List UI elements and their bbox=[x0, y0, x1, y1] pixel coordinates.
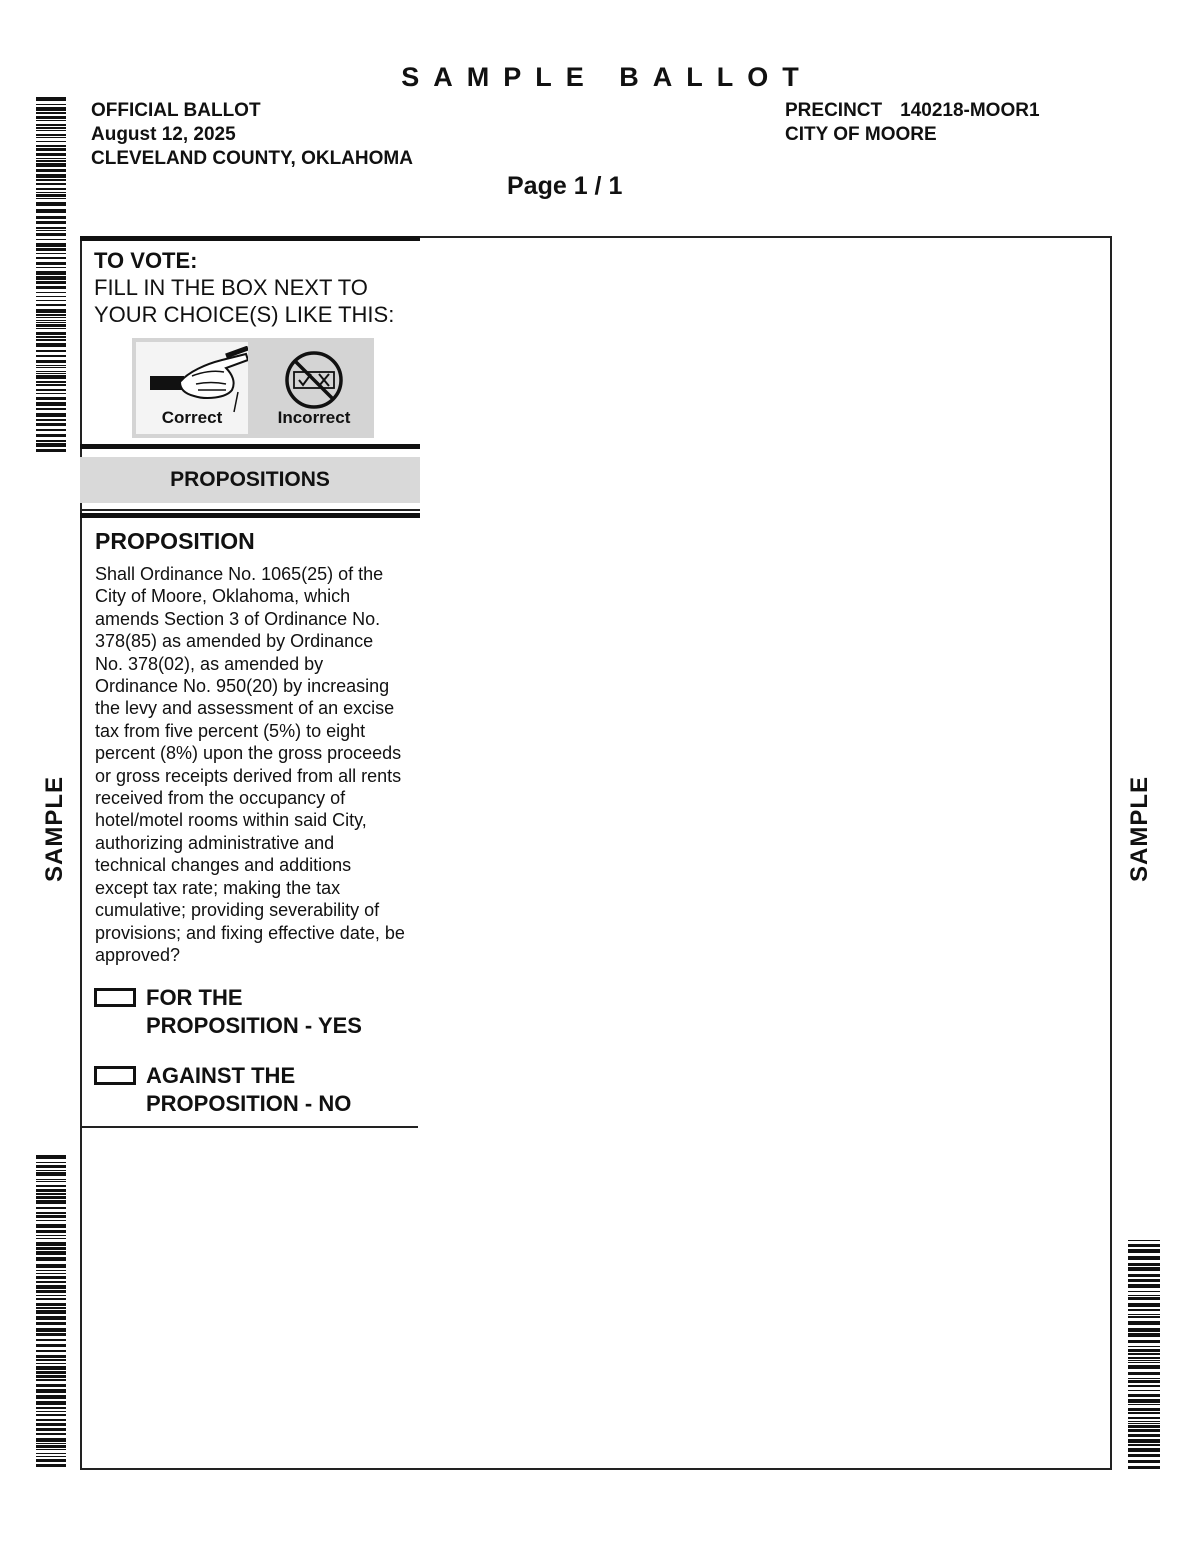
barcode-bar bbox=[1128, 1328, 1160, 1332]
barcode-bar bbox=[36, 328, 66, 329]
barcode-bar bbox=[36, 134, 66, 136]
barcode-bar bbox=[36, 1459, 66, 1462]
ballot-header-right bbox=[785, 99, 1040, 147]
barcode-bar bbox=[36, 1257, 66, 1261]
barcode-bar bbox=[1128, 1321, 1160, 1325]
barcode-bar bbox=[36, 393, 66, 394]
barcode-bar bbox=[36, 1384, 66, 1387]
barcode-bar bbox=[36, 317, 66, 318]
barcode-bar bbox=[36, 1464, 66, 1467]
barcode-bar bbox=[36, 1247, 66, 1250]
barcode-bar bbox=[36, 153, 66, 156]
barcode-bar bbox=[36, 1172, 66, 1176]
page-number: Page 1 / 1 bbox=[507, 172, 623, 200]
barcode-bar bbox=[36, 248, 66, 251]
side-label-right: SAMPLE bbox=[1126, 776, 1153, 883]
barcode-bar bbox=[36, 381, 66, 383]
barcode-bar bbox=[36, 332, 66, 335]
barcode-bar bbox=[36, 281, 66, 284]
section-header: PROPOSITIONS bbox=[80, 457, 420, 503]
barcode-bar bbox=[36, 1438, 66, 1442]
barcode-bar bbox=[1128, 1390, 1160, 1391]
precinct-label: PRECINCT bbox=[785, 100, 883, 121]
correct-example bbox=[136, 342, 248, 434]
barcode-bottom-right bbox=[1128, 1240, 1160, 1472]
barcode-bar bbox=[36, 1379, 66, 1381]
barcode-bar bbox=[36, 1230, 66, 1233]
barcode-bar bbox=[36, 97, 66, 101]
barcode-bar bbox=[36, 1375, 66, 1378]
barcode-bar bbox=[1128, 1378, 1160, 1379]
barcode-bar bbox=[36, 1355, 66, 1358]
precinct-line bbox=[785, 99, 1040, 123]
barcode-bar bbox=[1128, 1316, 1160, 1318]
barcode-bar bbox=[36, 1395, 66, 1399]
barcode-bar bbox=[1128, 1349, 1160, 1352]
barcode-bar bbox=[36, 389, 66, 391]
barcode-bar bbox=[1128, 1360, 1160, 1361]
barcode-bar bbox=[36, 449, 66, 452]
barcode-bar bbox=[1128, 1249, 1160, 1253]
barcode-bar bbox=[1128, 1394, 1160, 1397]
barcode-bar bbox=[36, 429, 66, 431]
barcode-bar bbox=[36, 397, 66, 400]
barcode-bar bbox=[1128, 1408, 1160, 1411]
barcode-bar bbox=[36, 1281, 66, 1283]
barcode-bar bbox=[36, 1170, 66, 1171]
barcode-bar bbox=[1128, 1297, 1160, 1300]
barcode-bar bbox=[36, 314, 66, 316]
barcode-bar bbox=[36, 367, 66, 368]
barcode-bar bbox=[1128, 1346, 1160, 1347]
barcode-bar bbox=[36, 300, 66, 301]
barcode-bar bbox=[36, 320, 66, 321]
barcode-bar bbox=[36, 160, 66, 162]
barcode-bar bbox=[36, 145, 66, 147]
barcode-bar bbox=[36, 1193, 66, 1195]
barcode-bar bbox=[36, 1366, 66, 1370]
barcode-bar bbox=[1128, 1274, 1160, 1277]
barcode-bar bbox=[36, 343, 66, 347]
barcode-bar bbox=[1128, 1380, 1160, 1383]
barcode-bar bbox=[36, 158, 66, 159]
barcode-bar bbox=[36, 1322, 66, 1325]
barcode-bar bbox=[36, 163, 66, 167]
barcode-bar bbox=[36, 1215, 66, 1218]
barcode-bar bbox=[36, 443, 66, 447]
barcode-bar bbox=[36, 107, 66, 111]
barcode-bar bbox=[36, 169, 66, 172]
barcode-bar bbox=[36, 1443, 66, 1444]
barcode-bar bbox=[36, 419, 66, 421]
barcode-bar bbox=[36, 1298, 66, 1300]
barcode-bar bbox=[36, 1165, 66, 1168]
city-name: CITY OF MOORE bbox=[785, 124, 937, 145]
vote-box-no[interactable] bbox=[94, 1066, 136, 1085]
divider bbox=[80, 444, 420, 449]
barcode-bar bbox=[1128, 1439, 1160, 1443]
barcode-bar bbox=[36, 1350, 66, 1352]
barcode-bar bbox=[36, 188, 66, 190]
barcode-bar bbox=[36, 1333, 66, 1336]
barcode-bar bbox=[1128, 1372, 1160, 1375]
barcode-bar bbox=[36, 148, 66, 151]
barcode-bar bbox=[1128, 1240, 1160, 1241]
barcode-bar bbox=[36, 257, 66, 259]
barcode-bar bbox=[36, 174, 66, 178]
barcode-bar bbox=[1128, 1309, 1160, 1311]
barcode-bar bbox=[36, 1316, 66, 1320]
barcode-bar bbox=[36, 1276, 66, 1279]
barcode-bar bbox=[36, 1401, 66, 1405]
barcode-bar bbox=[36, 1238, 66, 1239]
county-state: CLEVELAND COUNTY, OKLAHOMA bbox=[91, 148, 413, 169]
barcode-bar bbox=[36, 1155, 66, 1159]
barcode-bar bbox=[1128, 1267, 1160, 1271]
barcode-bar bbox=[36, 1270, 66, 1271]
barcode-bar bbox=[36, 239, 66, 240]
ballot-type: OFFICIAL BALLOT bbox=[91, 100, 261, 121]
barcode-bar bbox=[36, 339, 66, 341]
barcode-bar bbox=[36, 1407, 66, 1409]
barcode-bar bbox=[36, 375, 66, 379]
barcode-bar bbox=[36, 116, 66, 119]
barcode-bar bbox=[36, 1389, 66, 1393]
barcode-bar bbox=[36, 233, 66, 236]
incorrect-example bbox=[258, 342, 370, 434]
barcode-bar bbox=[36, 1264, 66, 1268]
barcode-bar bbox=[1128, 1291, 1160, 1292]
barcode-bar bbox=[36, 1449, 66, 1450]
barcode-bar bbox=[1128, 1421, 1160, 1422]
barcode-bar bbox=[1128, 1263, 1160, 1266]
barcode-bar bbox=[36, 141, 66, 142]
election-date: August 12, 2025 bbox=[91, 124, 236, 145]
barcode-bar bbox=[36, 322, 66, 323]
barcode-bar bbox=[36, 227, 66, 229]
barcode-bar bbox=[36, 350, 66, 352]
barcode-bar bbox=[36, 1162, 66, 1163]
instructions-line-2: YOUR CHOICE(S) LIKE THIS: bbox=[94, 302, 395, 327]
divider bbox=[80, 509, 420, 511]
ballot-header-left bbox=[91, 99, 413, 171]
barcode-bar bbox=[36, 120, 66, 121]
instructions-lead: TO VOTE: bbox=[94, 248, 198, 273]
barcode-bar bbox=[1128, 1434, 1160, 1437]
barcode-bar bbox=[36, 267, 66, 268]
barcode-bar bbox=[36, 1359, 66, 1361]
barcode-bar bbox=[1128, 1399, 1160, 1403]
barcode-bar bbox=[36, 1344, 66, 1347]
barcode-bar bbox=[36, 371, 66, 372]
barcode-bar bbox=[36, 253, 66, 254]
prohibited-marks-icon bbox=[258, 346, 370, 416]
barcode-bar bbox=[36, 1285, 66, 1289]
barcode-bar bbox=[36, 221, 66, 224]
barcode-bar bbox=[36, 1235, 66, 1236]
barcode-bar bbox=[36, 271, 66, 275]
barcode-bar bbox=[36, 1189, 66, 1192]
voting-instructions bbox=[80, 241, 420, 328]
barcode-bar bbox=[36, 1196, 66, 1199]
instructions-line-1: FILL IN THE BOX NEXT TO bbox=[94, 275, 368, 300]
barcode-bar bbox=[1128, 1256, 1160, 1260]
barcode-bar bbox=[36, 336, 66, 338]
barcode-bar bbox=[36, 1242, 66, 1246]
barcode-bar bbox=[36, 202, 66, 206]
barcode-bar bbox=[1128, 1466, 1160, 1469]
barcode-bar bbox=[36, 137, 66, 138]
barcode-bar bbox=[36, 1339, 66, 1341]
barcode-bar bbox=[1128, 1333, 1160, 1337]
choice-yes-line-2: PROPOSITION - YES bbox=[146, 1013, 362, 1039]
barcode-bar bbox=[36, 413, 66, 417]
barcode-bar bbox=[36, 1428, 66, 1431]
barcode-bar bbox=[36, 124, 66, 126]
barcode-bar bbox=[1128, 1423, 1160, 1424]
proposition-text: Shall Ordinance No. 1065(25) of the City of Moore, Oklahoma, which amends Section 3 of Ordinance No. 378(85) as amended by Ordinance No. 378(02), as amended by Ordinance No. 950(20) by increasing the levy and assessment of an excise tax from five percent (5%) to eight percent (8%) upon the gross proceeds or gross receipts derived from all rents received from the occupancy of hotel/motel rooms within said City, authorizing administrative and technical changes and additions except tax rate; making the tax cumulative; providing severability of provisions; and fixing effective date, be approved? bbox=[95, 564, 405, 965]
barcode-bar bbox=[36, 373, 66, 374]
barcode-bar bbox=[1128, 1303, 1160, 1307]
choice-yes[interactable] bbox=[94, 984, 420, 1040]
barcode-bar bbox=[1128, 1314, 1160, 1315]
choice-no-label bbox=[146, 1062, 351, 1118]
barcode-bar bbox=[36, 365, 66, 366]
barcode-bar bbox=[36, 1251, 66, 1255]
barcode-bar bbox=[36, 216, 66, 219]
barcode-bar bbox=[36, 440, 66, 442]
barcode-bar bbox=[36, 183, 66, 185]
barcode-bar bbox=[36, 423, 66, 426]
barcode-bar bbox=[1128, 1412, 1160, 1414]
barcode-bar bbox=[36, 1207, 66, 1209]
barcode-bar bbox=[36, 1295, 66, 1296]
barcode-bar bbox=[36, 194, 66, 197]
choice-no-line-2: PROPOSITION - NO bbox=[146, 1091, 352, 1117]
barcode-bar bbox=[36, 198, 66, 199]
barcode-bar bbox=[1128, 1357, 1160, 1359]
barcode-bar bbox=[36, 130, 66, 131]
incorrect-label: Incorrect bbox=[277, 408, 351, 427]
barcode-bar bbox=[36, 408, 66, 410]
barcode-bar bbox=[36, 1290, 66, 1293]
barcode-bar bbox=[36, 230, 66, 231]
barcode-bar bbox=[1128, 1244, 1160, 1247]
barcode-bar bbox=[36, 1273, 66, 1274]
choice-yes-line-1: FOR THE bbox=[146, 985, 243, 1011]
side-label-left: SAMPLE bbox=[41, 776, 68, 883]
barcode-bar bbox=[36, 355, 66, 357]
choice-yes-label bbox=[146, 984, 362, 1040]
barcode-bar bbox=[36, 309, 66, 313]
barcode-bar bbox=[36, 1212, 66, 1214]
vote-box-yes[interactable] bbox=[94, 988, 136, 1007]
barcode-bar bbox=[36, 112, 66, 114]
barcode-bar bbox=[1128, 1425, 1160, 1428]
barcode-bar bbox=[1128, 1429, 1160, 1432]
barcode-bar bbox=[36, 1433, 66, 1435]
barcode-bar bbox=[36, 262, 66, 265]
proposition-title: PROPOSITION bbox=[95, 528, 255, 554]
barcode-bar bbox=[36, 243, 66, 247]
barcode-bar bbox=[36, 304, 66, 306]
barcode-bar bbox=[1128, 1340, 1160, 1343]
barcode-bar bbox=[1128, 1404, 1160, 1405]
barcode-bar bbox=[36, 1220, 66, 1221]
barcode-bar bbox=[36, 276, 66, 280]
barcode-bar bbox=[1128, 1365, 1160, 1369]
barcode-bar bbox=[36, 434, 66, 437]
barcode-bar bbox=[36, 1371, 66, 1374]
barcode-bar bbox=[1128, 1444, 1160, 1446]
barcode-bar bbox=[36, 1423, 66, 1426]
barcode-bar bbox=[36, 384, 66, 386]
ballot-column bbox=[80, 236, 420, 1128]
barcode-bar bbox=[36, 1456, 66, 1457]
barcode-bar bbox=[1128, 1448, 1160, 1452]
barcode-bar bbox=[1128, 1417, 1160, 1419]
barcode-bar bbox=[36, 1181, 66, 1182]
barcode-bar bbox=[1128, 1385, 1160, 1387]
barcode-bar bbox=[36, 1414, 66, 1416]
barcode-bar bbox=[36, 1411, 66, 1412]
barcode-bar bbox=[1128, 1284, 1160, 1288]
barcode-bar bbox=[1128, 1279, 1160, 1282]
barcode-bar bbox=[1128, 1460, 1160, 1463]
barcode-bar bbox=[36, 1310, 66, 1314]
barcode-bar bbox=[36, 1185, 66, 1187]
barcode-bar bbox=[1128, 1295, 1160, 1296]
barcode-bar bbox=[36, 1453, 66, 1454]
precinct-value: 140218-MOOR1 bbox=[900, 100, 1040, 121]
barcode-bar bbox=[36, 1179, 66, 1180]
barcode-bar bbox=[36, 127, 66, 129]
choice-no-line-1: AGAINST THE bbox=[146, 1063, 296, 1089]
barcode-bar bbox=[1128, 1362, 1160, 1363]
barcode-bar bbox=[1128, 1454, 1160, 1457]
barcode-bar bbox=[36, 179, 66, 181]
barcode-bar bbox=[36, 402, 66, 406]
choice-no[interactable] bbox=[94, 1062, 420, 1118]
barcode-bar bbox=[36, 1328, 66, 1332]
barcode-top-left bbox=[36, 97, 66, 454]
barcode-bar bbox=[36, 104, 66, 105]
barcode-bar bbox=[36, 1200, 66, 1204]
barcode-bar bbox=[36, 1303, 66, 1306]
sample-ballot-banner: SAMPLE BALLOT bbox=[401, 62, 813, 92]
barcode-bar bbox=[36, 209, 66, 213]
barcode-bar bbox=[36, 1419, 66, 1421]
correct-label: Correct bbox=[161, 408, 223, 427]
barcode-bar bbox=[36, 360, 66, 363]
barcode-bar bbox=[36, 1445, 66, 1448]
barcode-bar bbox=[36, 286, 66, 289]
barcode-bar bbox=[36, 1363, 66, 1364]
divider bbox=[80, 1126, 418, 1128]
barcode-bar bbox=[36, 292, 66, 293]
barcode-bar bbox=[36, 324, 66, 327]
barcode-bar bbox=[36, 1224, 66, 1228]
barcode-bar bbox=[1128, 1353, 1160, 1355]
barcode-bar bbox=[36, 296, 66, 297]
pen-filling-box-icon bbox=[136, 346, 248, 416]
barcode-bottom-left bbox=[36, 1155, 66, 1468]
marking-example bbox=[132, 338, 374, 438]
barcode-bar bbox=[36, 1307, 66, 1309]
barcode-bar bbox=[36, 192, 66, 193]
